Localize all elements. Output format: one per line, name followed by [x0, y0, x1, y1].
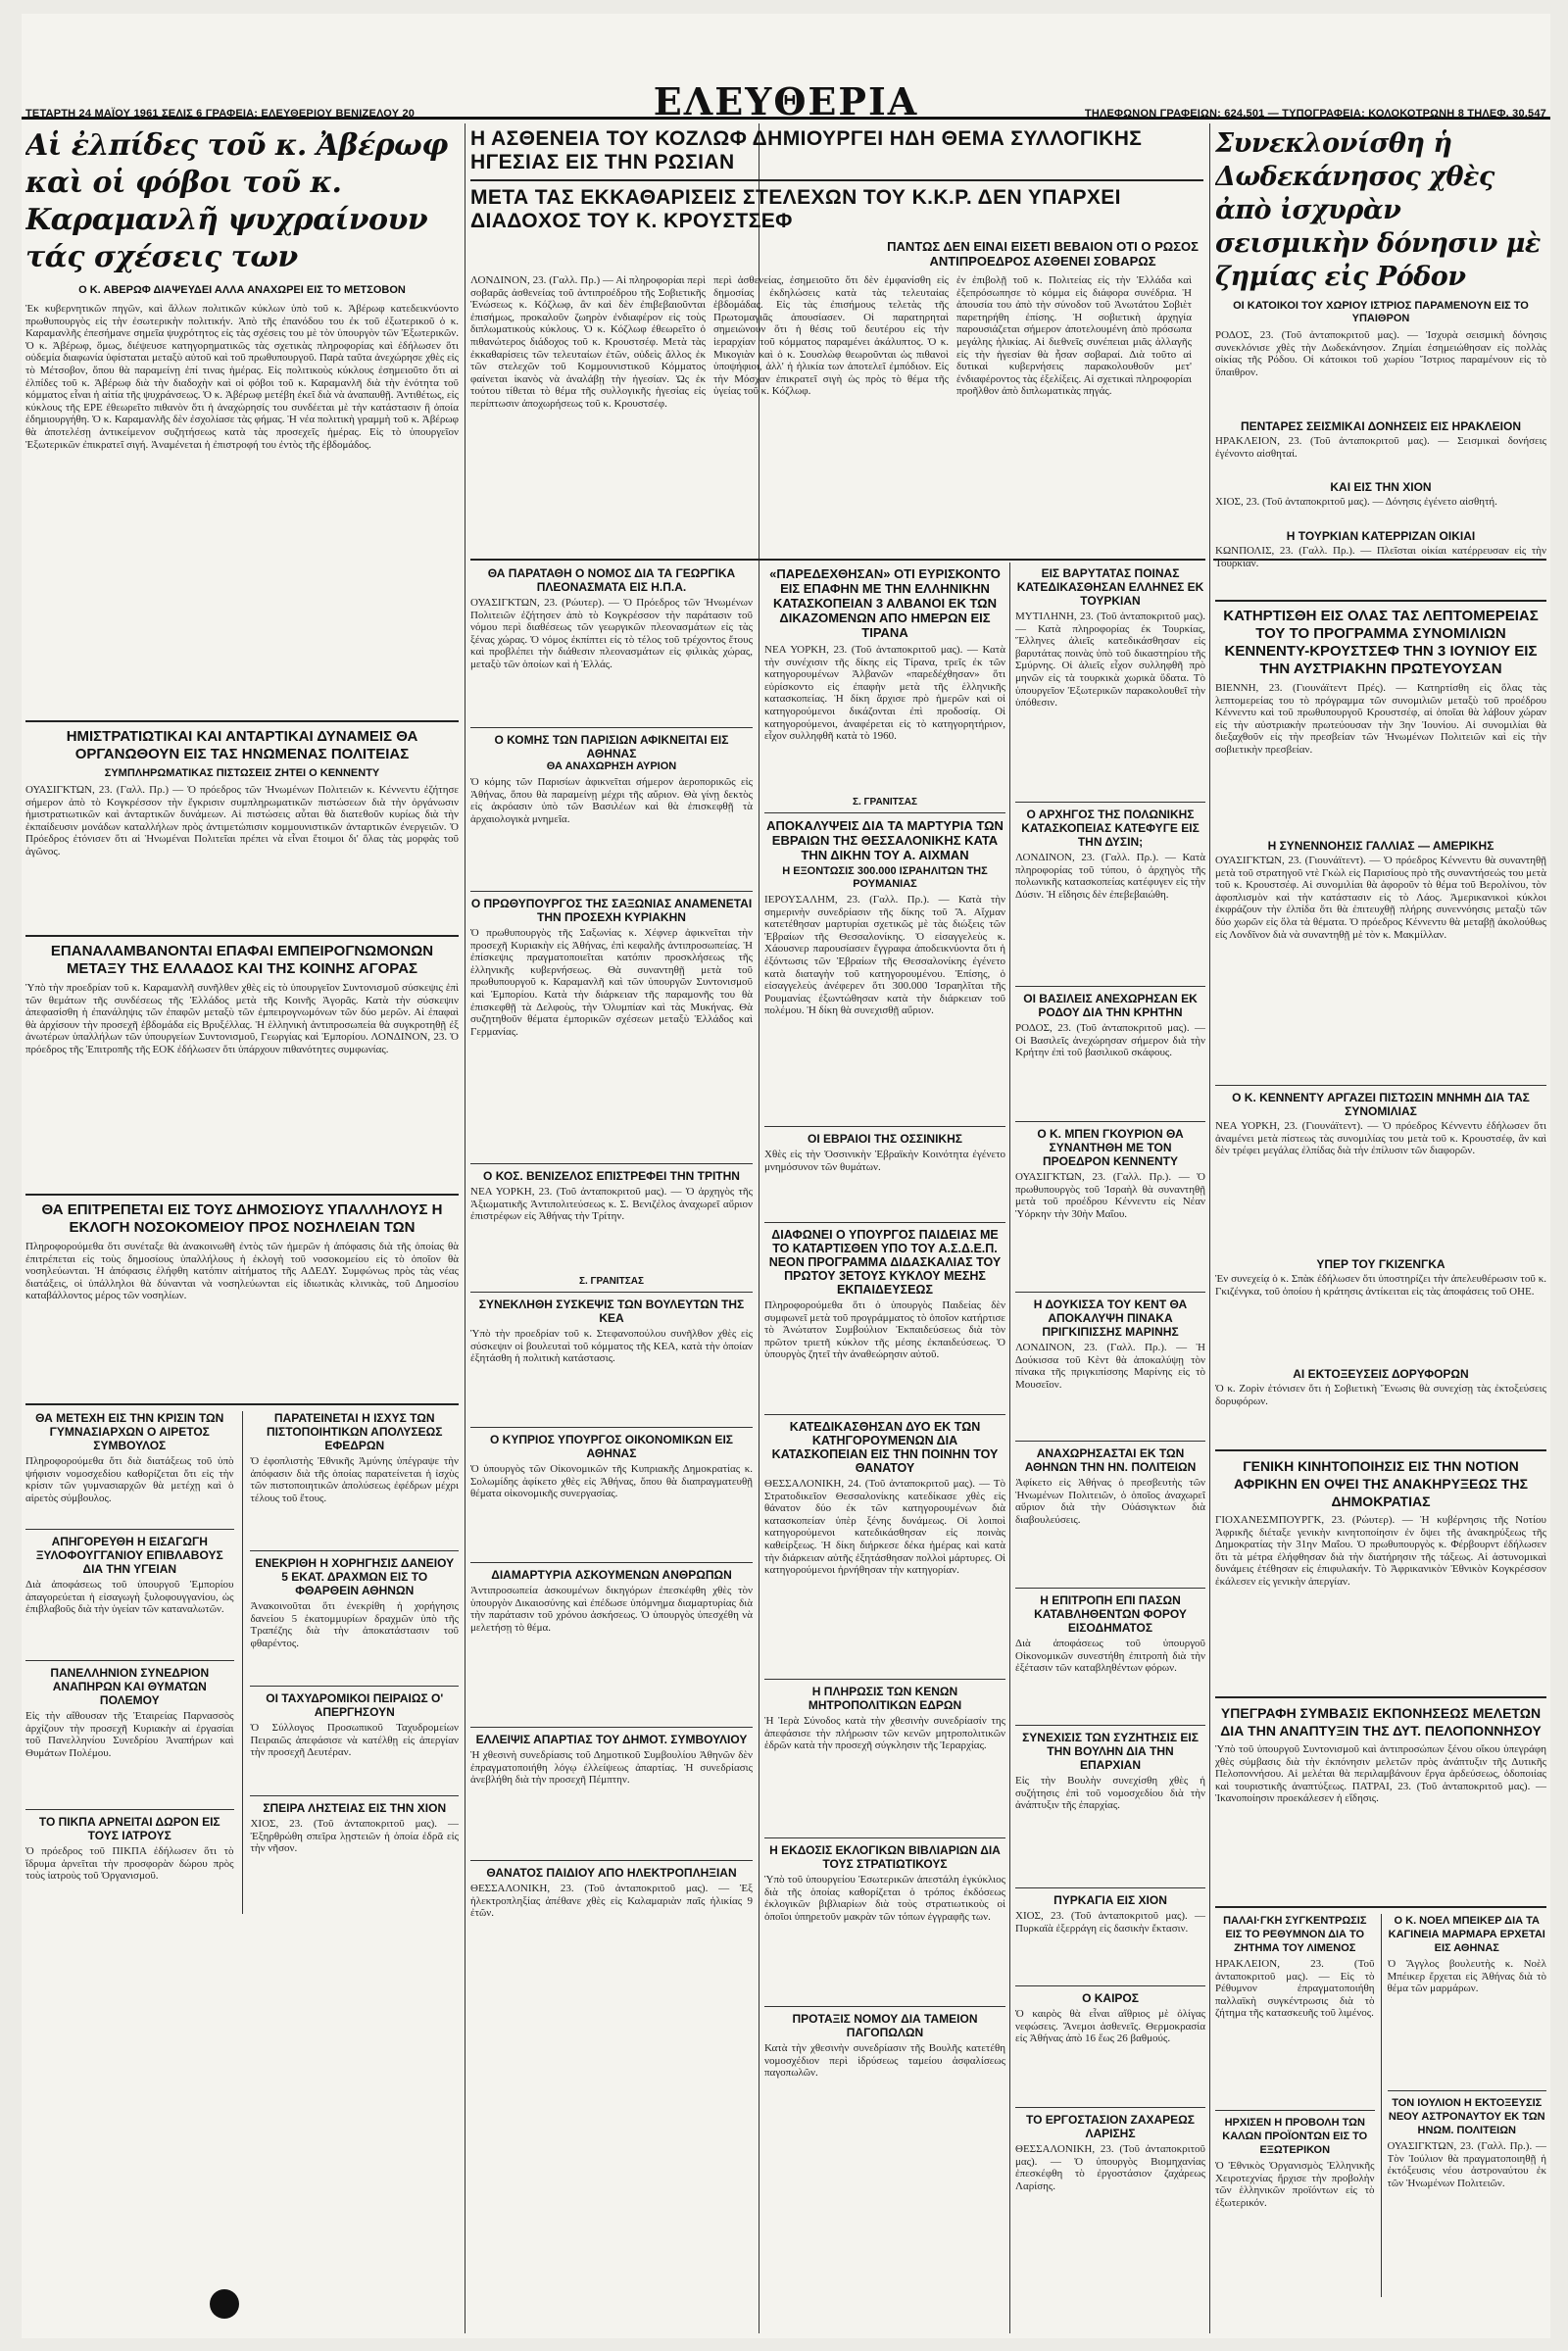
story-headline: Ο Κ. ΚΕΝΝΕΝΤΥ ΑΡΓΑΖΕΙ ΠΙΣΤΩΣΙΝ ΜΝΗΜΗ ΔΙΑ ΤΑΣ ΣΥΝΟΜΙΛΙΑΣ — [1232, 1091, 1530, 1118]
story-headline: ΤΟ ΕΡΓΟΣΤΑΣΙΟΝ ΖΑΧΑΡΕΩΣ ΛΑΡΙΣΗΣ — [1025, 2113, 1195, 2140]
masthead — [22, 14, 1550, 123]
article-body: Πληροφορούμεθα ὅτι συνέταξε θὰ ἀνακοινωθῆ ἐντὸς τῶν ἡμερῶν ἡ ἀπόφασις διὰ τῆς ὁποίας θὰ ἐπιτρέπεται εἰς τοὺς δημοσίους ὑπαλλήλους ἡ ἐκλογὴ τοῦ νοσοκομείου εἰς τὸ ὁποῖον θὰ νοσηλεύωνται. Ἡ ἀπόφασις ἐλήφθη κατόπιν αἰτήματος τῆς ΑΔΕΔΥ. Συμφώνως πρὸς τὰς νέας διατάξεις, οἱ ὑπάλληλοι θὰ δύνανται νὰ νοσηλεύωνται εἰς ἰδιωτικὰς κλινικὰς, τοῦ Δημοσίου καταβάλλοντος μέρος τῶν νοσηλίων. — [25, 1241, 459, 1302]
lead-right-headline: Συνεκλονίσθη ἡ Δωδεκάνησος χθὲς ἀπὸ ἰσχυρὰν σεισμικὴν δόνησιν μὲ ζημίας εἰς Ρόδον — [1215, 128, 1541, 292]
article-body: Ἐν συνεχείᾳ ὁ κ. Σπὰκ ἐδήλωσεν ὅτι ὑποστηρίζει τὴν ἀπελευθέρωσιν τοῦ κ. Γκιζένγκα, τοῦ ὁποίου ἡ κράτησις ἀντίκειται εἰς τὰς ἀποφάσεις τοῦ ΟΗΕ. — [1215, 1273, 1546, 1298]
column-rule — [1209, 123, 1210, 2333]
short-headline: Ο Κ. ΝΟΕΛ ΜΠΕΙΚΕΡ ΔΙΑ ΤΑ ΚΑΓΙΝΕΙΑ ΜΑΡΜΑΡΑ ΕΡΧΕΤΑΙ ΕΙΣ ΑΘΗΝΑΣ — [1388, 1915, 1545, 1954]
article-body: ΓΙΟΧΑΝΕΣΜΠΟΥΡΓΚ, 23. (Ρώυτερ). — Ἡ κυβέρνησις τῆς Νοτίου Ἀφρικῆς διέταξε γενικὴν κινητοποίησιν ἐν ὄψει τῆς ἀνακηρύξεως τῆς Δημοκρατίας τὴν 31ην Μαΐου. Ὁ πρωθυπουργὸς κ. Φέρβουρντ ἐδήλωσεν ὅτι τὰ μέτρα ἐλήφθησαν διὰ τὴν διατήρησιν τῆς τάξεως. Αἱ ἀστυνομικαὶ δυνάμεις ἐτέθησαν εἰς ἐπιφυλακήν. Τὸ Ἀφρικανικὸν Ἐθνικὸν Κογκρέσσον ἐκάλεσεν εἰς γενικὴν ἀπεργίαν. — [1215, 1514, 1546, 1588]
story-headline: Ο Κ. ΜΠΕΝ ΓΚΟΥΡΙΟΝ ΘΑ ΣΥΝΑΝΤΗΘΗ ΜΕ ΤΟΝ ΠΡΟΕΔΡΟΝ ΚΕΝΝΕΝΤΥ — [1037, 1127, 1184, 1168]
lead-left-subhead: Ο Κ. ΑΒΕΡΩΦ ΔΙΑΨΕΥΔΕΙ ΑΛΛΑ ΑΝΑΧΩΡΕΙ ΕΙΣ ΤΟ ΜΕΤΣΟΒΟΝ — [78, 284, 406, 296]
article-body: ΟΥΑΣΙΓΚΤΩΝ, 23. (Γαλλ. Πρ.) — Ὁ πρόεδρος τῶν Ἡνωμένων Πολιτειῶν κ. Κέννεντυ ἐζήτησε σήμερον ἀπὸ τὸ Κογκρέσσον τὴν ἔγκρισιν συμπληρωματικῶν πιστώσεων διὰ τὴν ὀργάνωσιν ἡμιστρατιωτικῶν καὶ ἀνταρτικῶν δυνάμεων. Αἱ πιστώσεις αὗται θὰ διατεθοῦν κυρίως διὰ τὴν ἐκπαίδευσιν μονάδων καταλλήλων πρὸς ἀντιμετώπισιν κομμουνιστικῶν ἀνταρτικῶν ἐνεργειῶν. Ὁ Πρόεδρος ἐτόνισεν ὅτι αἱ Ἡνωμέναι Πολιτεῖαι πρέπει νὰ εἶναι ἕτοιμοι δι' ὅλας τὰς μορφὰς τοῦ ἀγῶνος. — [25, 784, 459, 857]
article-body: ΗΡΑΚΛΕΙΟΝ, 23. (Τοῦ ἀνταποκριτοῦ μας). — Εἰς τὸ Ρέθυμνον ἐπραγματοποιήθη παλλαϊκὴ συγκέντρωσις διὰ τὸ ζήτημα τῆς κατασκευῆς τοῦ λιμένος. — [1215, 1958, 1375, 2020]
story-headline: ΟΙ ΒΑΣΙΛΕΙΣ ΑΝΕΧΩΡΗΣΑΝ ΕΚ ΡΟΔΟΥ ΔΙΑ ΤΗΝ ΚΡΗΤΗΝ — [1023, 992, 1198, 1019]
column-right — [1215, 127, 1546, 2332]
article-body: Ἀφίκετο εἰς Ἀθήνας ὁ πρεσβευτὴς τῶν Ἡνωμένων Πολιτειῶν, ὁ ὁποῖος ἀναχωρεῖ αὔριον διὰ τὴν Οὐάσιγκτων διὰ διαβουλεύσεις. — [1015, 1477, 1205, 1526]
story-headline: Η ΕΚΔΟΣΙΣ ΕΚΛΟΓΙΚΩΝ ΒΙΒΛΙΑΡΙΩΝ ΔΙΑ ΤΟΥΣ ΣΤΡΑΤΙΩΤΙΚΟΥΣ — [769, 1843, 1001, 1871]
story-headline: Ο ΚΟΜΗΣ ΤΩΝ ΠΑΡΙΣΙΩΝ ΑΦΙΚΝΕΙΤΑΙ ΕΙΣ ΑΘΗΝΑΣ — [494, 733, 729, 760]
short-headline: ΑΠΗΓΟΡΕΥΘΗ Η ΕΙΣΑΓΩΓΗ ΞΥΛΟΦΟΥΓΓΑΝΙΟΥ ΕΠΙΒΛΑΒΟΥΣ ΔΙΑ ΤΗΝ ΥΓΕΙΑΝ — [35, 1535, 223, 1576]
story-headline: Η ΔΟΥΚΙΣΣΑ ΤΟΥ ΚΕΝΤ ΘΑ ΑΠΟΚΑΛΥΨΗ ΠΙΝΑΚΑ ΠΡΙΓΚΙΠΙΣΣΗΣ ΜΑΡΙΝΗΣ — [1033, 1298, 1188, 1339]
section-divider — [1215, 1696, 1546, 1698]
column-center-left — [470, 566, 753, 2330]
story-headline: ΥΠΕΡ ΤΟΥ ΓΚΙΖΕΝΓΚΑ — [1316, 1257, 1446, 1271]
article-body: Ὁ πρωθυπουργὸς τῆς Σαξωνίας κ. Χέφνερ ἀφικνεῖται τὴν προσεχῆ Κυριακὴν εἰς Ἀθήνας, ἐπὶ κεφαλῆς ἀντιπροσωπείας. Ἡ ἐπίσκεψις πραγματοποιεῖται κατόπιν προσκλήσεως τῆς ἑλληνικῆς κυβερνήσεως. Θὰ συναντηθῇ μετὰ τοῦ πρωθυπουργοῦ κ. Καραμανλῆ καὶ τῶν ὑπουργῶν Συντονισμοῦ καὶ Ἐμπορίου. Κατὰ τὴν διάρκειαν τῆς παραμονῆς του θὰ ἐπισκεφθῇ τὰ Δελφοὺς, τὴν Ὀλυμπίαν καὶ τὰς Μυκήνας. Θὰ συζητηθοῦν θέματα ἐμπορικῶν σχέσεων μεταξὺ Ἑλλάδος καὶ Γερμανίας. — [470, 927, 753, 1038]
ink-blot — [210, 2289, 239, 2319]
article-body: ΘΕΣΣΑΛΟΝΙΚΗ, 23. (Τοῦ ἀνταποκριτοῦ μας). — Ἐξ ἠλεκτροπληξίας ἀπέθανε χθὲς εἰς Καλαμαριὰν παῖς ἡλικίας 9 ἐτῶν. — [470, 1883, 753, 1920]
story-headline: ΘΑ ΕΠΙΤΡΕΠΕΤΑΙ ΕΙΣ ΤΟΥΣ ΔΗΜΟΣΙΟΥΣ ΥΠΑΛΛΗΛΟΥΣ Η ΕΚΛΟΓΗ ΝΟΣΟΚΟΜΕΙΟΥ ΠΡΟΣ ΝΟΣΗΛΕΙΑΝ ΤΩΝ — [41, 1201, 443, 1236]
story-headline: ΟΙ ΕΒΡΑΙΟΙ ΤΗΣ ΟΣΣΙΝΙΚΗΣ — [808, 1132, 962, 1146]
section-divider — [25, 935, 459, 937]
column-rule — [1381, 1914, 1382, 2297]
story-headline: ΠΕΝΤΑΡΕΣ ΣΕΙΣΜΙΚΑΙ ΔΟΝΗΣΕΙΣ ΕΙΣ ΗΡΑΚΛΕΙΟΝ — [1241, 419, 1521, 433]
article-body: Ὑπὸ τὴν προεδρίαν τοῦ κ. Στεφανοπούλου συνῆλθον χθὲς εἰς σύσκεψιν οἱ βουλευταὶ τοῦ κόμματος τῆς ΚΕΑ, κατὰ τὴν ὁποίαν ἐξητάσθη ἡ πολιτικὴ κατάστασις. — [470, 1328, 753, 1365]
newspaper-title: ΕΛΕΥΘΕΡΙΑ — [653, 79, 919, 123]
article-body: Ὁ ὑπουργὸς τῶν Οἰκονομικῶν τῆς Κυπριακῆς Δημοκρατίας κ. Σολωμίδης ἀφίκετο χθὲς εἰς Ἀθήνας, ὅπου θὰ διαπραγματευθῇ θέματα οἰκονομικῆς συνεργασίας. — [470, 1463, 753, 1500]
article-body: ΙΕΡΟΥΣΑΛΗΜ, 23. (Γαλλ. Πρ.). — Κατὰ τὴν σημερινὴν συνεδρίασιν τῆς δίκης τοῦ Ἄ. Αἴχμαν κατετέθησαν μαρτυρίαι σχετικῶς μὲ τὰς διώξεις τῶν Ἑβραίων τῆς Θεσσαλονίκης. Ὁ εἰσαγγελεὺς κ. Χάουσνερ παρουσίασεν ἔγγραφα ἀποδεικνύοντα ὅτι ἡ ἐξόντωσις τῶν Ἑβραίων τῆς Θεσσαλονίκης ἐγένετο κατὰ διαταγὴν τοῦ κατηγορουμένου. Ἐπίσης, ὁ εἰσαγγελεὺς ἀνέφερεν ὅτι 300.000 Ἰσραηλῖται τῆς Ρουμανίας ἐξωντώθησαν κατὰ τὴν διάρκειαν τοῦ πολέμου. Ἡ δίκη θὰ συνεχισθῇ αὔριον. — [764, 894, 1005, 1017]
article-body: Ὁ Ἄγγλος βουλευτὴς κ. Νοὲλ Μπέικερ ἔρχεται εἰς Ἀθήνας διὰ τὸ θέμα τῶν μαρμάρων. — [1387, 1958, 1546, 1995]
article-body: ΛΟΝΔΙΝΟΝ, 23. (Γαλλ. Πρ.). — Ἡ Δούκισσα τοῦ Κὲντ θὰ ἀποκαλύψῃ τὸν πίνακα τῆς πριγκιπίσσης Μαρίνης εἰς τὸ Μουσεῖον. — [1015, 1342, 1205, 1391]
short-headline: ΗΡΧΙΣΕΝ Η ΠΡΟΒΟΛΗ ΤΩΝ ΚΑΛΩΝ ΠΡΟΪΟΝΤΩΝ ΕΙΣ ΤΟ ΕΞΩΤΕΡΙΚΟΝ — [1222, 2117, 1368, 2156]
short-headline: ΟΙ ΤΑΧΥΔΡΟΜΙΚΟΙ ΠΕΙΡΑΙΩΣ Ο' ΑΠΕΡΓΗΣΟΥΝ — [266, 1691, 444, 1719]
story-headline: ΑΠΟΚΑΛΥΨΕΙΣ ΔΙΑ ΤΑ ΜΑΡΤΥΡΙΑ ΤΩΝ ΕΒΡΑΙΩΝ ΤΗΣ ΘΕΣΣΑΛΟΝΙΚΗΣ ΚΑΤΑ ΤΗΝ ΔΙΚΗΝ ΤΟΥ Α. ΑΙΧΜΑΝ — [766, 818, 1004, 862]
story-headline: Ο ΑΡΧΗΓΟΣ ΤΗΣ ΠΟΛΩΝΙΚΗΣ ΚΑΤΑΣΚΟΠΕΙΑΣ ΚΑΤΕΦΥΓΕ ΕΙΣ ΤΗΝ ΔΥΣΙΝ; — [1021, 808, 1200, 849]
section-divider — [1215, 600, 1546, 602]
article-body: περὶ ἀσθενείας, ἐσημειοῦτο ὅτι δὲν ἐμφανίσθη εἰς δημοσίας ἐκδηλώσεις κατὰ τὰς τελευταίας ἑβδομάδας. Εἰς τὰς ἐπισήμους τελετὰς τῆς Πρωτομαγιᾶς ἀπουσίασεν. Οἱ παρατηρηταὶ σημειώνουν ὅτι ἡ θέσις τοῦ δευτέρου εἰς τὴν ἱεραρχίαν τοῦ κόμματος παραμένει ἀκάλυπτος. Ὁ κ. Μικογιὰν καὶ ὁ κ. Σουσλὼφ θεωροῦνται ὡς πιθανοὶ ὑποψήφιοι, ἀλλ' ἡ ἡλικία των ἀποτελεῖ ἐμπόδιον. Εἰς τὴν Μόσχαν ἐπικρατεῖ σιγὴ ὡς πρὸς τὸ θέμα τῆς ὑγείας τοῦ κ. Κόζλωφ. — [713, 274, 949, 398]
article-body: ΝΕΑ ΥΟΡΚΗ, 23. (Γιουνάϊτεντ). — Ὁ πρόεδρος Κέννεντυ ἐδήλωσεν ὅτι ἀναμένει μετὰ πίστεως τὰς συνομιλίας του μετὰ τοῦ κ. Κρουστσέφ, ἂν καὶ δὲν τρέφει μεγάλας ἐλπίδας διὰ τὴν ἐπίλυσιν τῶν διαφορῶν. — [1215, 1120, 1546, 1157]
masthead-phones-line: ΤΗΛΕΦΩΝΟΝ ΓΡΑΦΕΙΩΝ: 624.501 — ΤΥΠΟΓΡΑΦΕΙΑ: ΚΟΛΟΚΟΤΡΩΝΗ 8 ΤΗΛΕΦ. 30.547 — [1084, 108, 1546, 120]
lead-story — [470, 127, 1203, 559]
article-body: Ὁ ἐφοπλιστὴς Ἐθνικῆς Ἀμύνης ὑπέγραψε τὴν ἀπόφασιν διὰ τῆς ὁποίας παρατείνεται ἡ ἰσχὺς τῶν πιστοποιητικῶν ἀπολύσεως ἐφέδρων μέχρι τέλους τοῦ ἔτους. — [250, 1455, 459, 1504]
story-headline: Ο ΚΑΙΡΟΣ — [1082, 1991, 1139, 2005]
article-body: ΡΟΔΟΣ, 23. (Τοῦ ἀνταποκριτοῦ μας). — Ἰσχυρὰ σεισμικὴ δόνησις συνεκλόνισε χθὲς τὴν Δωδεκάνησον. Ζημίαι ἐσημειώθησαν εἰς πολλὰς οἰκίας τῆς Ρόδου. Οἱ κάτοικοι τοῦ χωρίου Ἴστριος παραμένουν εἰς τὸ ὕπαιθρον. — [1215, 329, 1546, 378]
short-headline: ΘΑ ΜΕΤΕΧΗ ΕΙΣ ΤΗΝ ΚΡΙΣΙΝ ΤΩΝ ΓΥΜΝΑΣΙΑΡΧΩΝ Ο ΑΙΡΕΤΟΣ ΣΥΜΒΟΥΛΟΣ — [35, 1411, 224, 1452]
lead-subhead: ΠΑΝΤΩΣ ΔΕΝ ΕΙΝΑΙ ΕΙΣΕΤΙ ΒΕΒΑΙΟΝ ΟΤΙ Ο ΡΩΣΟΣ ΑΝΤΙΠΡΟΕΔΡΟΣ ΑΣΘΕΝΕΙ ΣΟΒΑΡΩΣ — [887, 239, 1199, 269]
story-headline: Ο ΚΟΣ. ΒΕΝΙΖΕΛΟΣ ΕΠΙΣΤΡΕΦΕΙ ΤΗΝ ΤΡΙΤΗΝ — [483, 1169, 740, 1183]
short-items-grid — [25, 1411, 459, 1914]
story-headline: ΚΑΙ ΕΙΣ ΤΗΝ ΧΙΟΝ — [1330, 480, 1432, 494]
article-body: Ἐκ κυβερνητικῶν πηγῶν, καὶ ἄλλων πολιτικῶν κύκλων ὑπὸ τοῦ κ. Ἀβέρωφ κατεδεικνύοντο πρωθυπουργὸς εἰς τὴν ἐσωτερικὴν πολιτικήν. Ἀπὸ τῆς ἐπανόδου του ἐκ τοῦ ἐξωτερικοῦ ὁ κ. Καραμανλῆς ἐπεσήμανε σημεῖα ψυχρότητος εἰς τὰς σχέσεις του μὲ τὸν ὑπουργὸν τῶν Ἐξωτερικῶν. Ὁ κ. Ἀβέρωφ, ὅμως, διέψευσε κατηγορηματικῶς τὰς σχετικὰς πληροφορίας καὶ ἐδήλωσεν ὅτι οὐδεμία διαφωνία ὑφίσταται μεταξὺ αὐτοῦ καὶ τοῦ πρωθυπουργοῦ. Παρὰ ταῦτα ἀνεχώρησε χθὲς εἰς τὸ Μέτσοβον, ὅπου θὰ παραμείνῃ ἐπί τινας ἡμέρας. Εἰς πολιτικοὺς κύκλους ἐσημειοῦτο ὅτι αἱ ἐλπίδες τοῦ κ. Ἀβέρωφ διὰ τὴν διαδοχὴν καὶ οἱ φόβοι τοῦ κ. Καραμανλῆ διὰ τὴν ἑνότητα τοῦ κόμματος εἶναι ἡ αἰτία τῆς ψυχράνσεως. Ὁ κ. Ἀβέρωφ μετέβη ἐκεῖ διὰ νὰ ἀναπαυθῇ. Ἀντιθέτως, εἰς κύκλους τῆς ΕΡΕ ἐθεωρεῖτο πιθανὸν ὅτι ἡ ἀναχώρησίς του συνδέεται μὲ τὴν κατάστασιν ἣ ὁποία ἐδημιουργήθη. Ὁ κ. Καραμανλῆς δὲν ἐσχολίασε τὰς φήμας. Ἡ νέα πολιτικὴ γραμμὴ τοῦ κ. Ἀβέρωφ θὰ ἀποτελέσῃ ἀντικείμενον συζητήσεως κατὰ τὰς προσεχεῖς ἡμέρας. Εἰς τὸ ὑπουργεῖον Ἐξωτερικῶν ἐπικρατεῖ σιγή. Ἀναμένεται ἡ ἐπιστροφή του ἐντὸς τῆς ἑβδομάδος. — [25, 303, 459, 451]
lead-headline-secondary: ΜΕΤΑ ΤΑΣ ΕΚΚΑΘΑΡΙΣΕΙΣ ΣΤΕΛΕΧΩΝ ΤΟΥ Κ.Κ.Ρ. ΔΕΝ ΥΠΑΡΧΕΙ ΔΙΑΔΟΧΟΣ ΤΟΥ Κ. ΚΡΟΥΣΤΣΕΦ — [470, 186, 1121, 232]
section-divider — [25, 1194, 459, 1196]
article-body: ἐν ἐπιβολῇ τοῦ κ. Πολιτείας εἰς τὴν Ἐλλάδα καὶ ἐξεπρόσωπησε τὸ κόμμα εἰς διάφορα συνέδρια. Ἡ ἀπουσία του ἀπὸ τὴν σύνοδον τοῦ Ἀνωτάτου Σοβιὲτ παρετηρήθη ἐπίσης. Ἡ σοβιετικὴ ἀρχηγία παρουσιάζεται σήμερον ἀποτελουμένη ἀπὸ πρόσωπα μεγάλης ἡλικίας. Αἱ διεθνεῖς συνέπειαι μιᾶς ἀλλαγῆς εἰς τὴν ἡγεσίαν θὰ ἦσαν σοβαραί. Διὰ τοῦτο αἱ δυτικαὶ κυβερνήσεις παρακολουθοῦν μετ' ἐνδιαφέροντος τὰς ἐξελίξεις. Αἱ σχετικαὶ πληροφορίαι προῆλθον ἀπὸ διπλωματικὰς πηγάς. — [956, 274, 1192, 398]
story-headline: ΓΕΝΙΚΗ ΚΙΝΗΤΟΠΟΙΗΣΙΣ ΕΙΣ ΤΗΝ ΝΟΤΙΟΝ ΑΦΡΙΚΗΝ ΕΝ ΟΨΕΙ ΤΗΣ ΑΝΑΚΗΡΥΞΕΩΣ ΤΗΣ ΔΗΜΟΚΡΑΤΙΑΣ — [1234, 1458, 1528, 1509]
short-items-right — [1388, 1914, 1547, 2297]
short-headline: ΠΑΡΑΤΕΙΝΕΤΑΙ Η ΙΣΧΥΣ ΤΩΝ ΠΙΣΤΟΠΟΙΗΤΙΚΩΝ ΑΠΟΛΥΣΕΩΣ ΕΦΕΔΡΩΝ — [267, 1411, 443, 1452]
article-body: ΧΙΟΣ, 23. (Τοῦ ἀνταποκριτοῦ μας). — Πυρκαϊὰ ἐξερράγη εἰς δασικὴν ἔκτασιν. — [1015, 1910, 1205, 1935]
story-headline: ΗΜΙΣΤΡΑΤΙΩΤΙΚΑΙ ΚΑΙ ΑΝΤΑΡΤΙΚΑΙ ΔΥΝΑΜΕΙΣ ΘΑ ΟΡΓΑΝΩΘΟΥΝ ΕΙΣ ΤΑΣ ΗΝΩΜΕΝΑΣ ΠΟΛΙΤΕΙΑΣ — [66, 728, 418, 762]
article-body: Ὁ κ. Ζορὶν ἐτόνισεν ὅτι ἡ Σοβιετικὴ Ἕνωσις θὰ συνεχίσῃ τὰς ἐκτοξεύσεις δορυφόρων. — [1215, 1383, 1546, 1407]
signature: Σ. ΓΡΑΝΙΤΣΑΣ — [852, 797, 918, 808]
story-headline: ΠΥΡΚΑΓΙΑ ΕΙΣ ΧΙΟΝ — [1054, 1893, 1167, 1907]
story-headline: Η ΤΟΥΡΚΙΑΝ ΚΑΤΕΡΡΙΖΑΝ ΟΙΚΙΑΙ — [1286, 529, 1476, 543]
article-body: Εἰς τὴν Βουλὴν συνεχίσθη χθὲς ἡ συζήτησις ἐπὶ τοῦ νομοσχεδίου διὰ τὴν ἀνάπτυξιν τῆς ἐπαρχίας. — [1015, 1775, 1205, 1812]
story-subhead: ΣΥΜΠΛΗΡΩΜΑΤΙΚΑΣ ΠΙΣΤΩΣΕΙΣ ΖΗΤΕΙ Ο ΚΕΝΝΕΝΤΥ — [104, 767, 380, 779]
article-body: ΜΥΤΙΛΗΝΗ, 23. (Τοῦ ἀνταποκριτοῦ μας). — Κατὰ πληροφορίας ἐκ Τουρκίας, Ἕλληνες ἀλιεῖς κατεδικάσθησαν εἰς βαρυτάτας ποινὰς ὑπὸ τοῦ δικαστηρίου τῆς Σμύρνης. Οἱ ἀλιεῖς εἶχον συλληφθῆ πρὸ μηνῶν εἰς τὰ τουρκικὰ χωρικὰ ὕδατα. Τὸ ὑπουργεῖον Ἐξωτερικῶν παρακολουθεῖ τὴν ὑπόθεσιν. — [1015, 611, 1205, 710]
short-items-left — [25, 1411, 234, 1914]
article-body: Πληροφορούμεθα ὅτι διὰ διατάξεως τοῦ ὑπὸ ψήφισιν νομοσχεδίου καθορίζεται ὅτι εἰς τὴν κρίσιν τῶν γυμνασιαρχῶν θὰ μετέχῃ καὶ ὁ αἱρετὸς σύμβουλος. — [25, 1455, 234, 1504]
story-headline: ΘΑΝΑΤΟΣ ΠΑΙΔΙΟΥ ΑΠΟ ΗΛΕΚΤΡΟΠΛΗΞΙΑΝ — [486, 1866, 737, 1880]
story-headline: ΔΙΑΦΩΝΕΙ Ο ΥΠΟΥΡΓΟΣ ΠΑΙΔΕΙΑΣ ΜΕ ΤΟ ΚΑΤΑΡΤΙΣΘΕΝ ΥΠΟ ΤΟΥ Α.Σ.Δ.Ε.Π. ΝΕΟΝ ΠΡΟΓΡΑΜΜΑ ΔΙΔΑΣΚΑΛΙΑΣ ΤΟΥ ΠΡΩΤΟΥ 3ΕΤΟΥΣ ΚΥΚΛΟΥ ΜΕΣΗΣ ΕΚΠΑΙΔΕΥΣΕΩΣ — [768, 1228, 1002, 1297]
lead-headline: Η ΑΣΘΕΝΕΙΑ ΤΟΥ ΚΟΖΛΩΦ ΔΗΜΙΟΥΡΓΕΙ ΗΔΗ ΘΕΜΑ ΣΥΛΛΟΓΙΚΗΣ ΗΓΕΣΙΑΣ ΕΙΣ ΤΗΝ ΡΩΣΙΑΝ — [470, 127, 1143, 173]
article-body: ΟΥΑΣΙΓΚΤΩΝ, 23. (Γαλλ. Πρ.). — Ὁ πρωθυπουργὸς τοῦ Ἰσραὴλ θὰ συναντηθῇ μετὰ τοῦ προέδρου Κέννεντυ εἰς Νέαν Ὑόρκην τὴν 30ὴν Μαΐου. — [1015, 1171, 1205, 1220]
story-headline: ΥΠΕΓΡΑΦΗ ΣΥΜΒΑΣΙΣ ΕΚΠΟΝΗΣΕΩΣ ΜΕΛΕΤΩΝ ΔΙΑ ΤΗΝ ΑΝΑΠΤΥΞΙΝ ΤΗΣ ΔΥΤ. ΠΕΛΟΠΟΝΝΗΣΟΥ — [1220, 1705, 1542, 1739]
article-body: Διὰ ἀποφάσεως τοῦ ὑπουργοῦ Οἰκονομικῶν συνεστήθη ἐπιτροπὴ διὰ τὴν ἐξέτασιν τῶν καταβληθέντων φόρων. — [1015, 1638, 1205, 1675]
story-headline: ΘΑ ΠΑΡΑΤΑΘΗ Ο ΝΟΜΟΣ ΔΙΑ ΤΑ ΓΕΩΡΓΙΚΑ ΠΛΕΟΝΑΣΜΑΤΑ ΕΙΣ Η.Π.Α. — [487, 566, 736, 594]
article-body: Ὁ πρόεδρος τοῦ ΠΙΚΠΑ ἐδήλωσεν ὅτι τὸ ἵδρυμα ἀρνεῖται τὴν προσφορὰν δώρου πρὸς τοὺς ἰατροὺς τοῦ Ὀργανισμοῦ. — [25, 1845, 234, 1883]
article-body: Ὁ Σύλλογος Προσωπικοῦ Ταχυδρομείων Πειραιῶς ἀπεφάσισε νὰ κατέλθῃ εἰς ἀπεργίαν τὴν προσεχῆ Δευτέραν. — [250, 1722, 459, 1759]
article-body: Ἀντιπροσωπεία ἀσκουμένων δικηγόρων ἐπεσκέφθη χθὲς τὸν ὑπουργὸν Δικαιοσύνης καὶ ἐπέδωσε ὑπόμνημα διαμαρτυρίας διὰ τὴν παράτασιν τοῦ χρόνου ἀσκήσεως. Ὁ ὑπουργὸς ὑπεσχέθη νὰ μελετήσῃ τὸ θέμα. — [470, 1585, 753, 1634]
article-body: ΡΟΔΟΣ, 23. (Τοῦ ἀνταποκριτοῦ μας). — Οἱ Βασιλεῖς ἀνεχώρησαν σήμερον διὰ τὴν Κρήτην ἐπὶ τοῦ βασιλικοῦ σκάφους. — [1015, 1022, 1205, 1059]
short-headline: ΤΟ ΠΙΚΠΑ ΑΡΝΕΙΤΑΙ ΔΩΡΟΝ ΕΙΣ ΤΟΥΣ ΙΑΤΡΟΥΣ — [38, 1815, 220, 1842]
article-body: ΚΩΝΠΟΛΙΣ, 23. (Γαλλ. Πρ.). — Πλεῖσται οἰκίαι κατέρρευσαν εἰς τὴν Τουρκίαν. — [1215, 545, 1546, 569]
short-headline: ΣΠΕΙΡΑ ΛΗΣΤΕΙΑΣ ΕΙΣ ΤΗΝ ΧΙΟΝ — [263, 1801, 447, 1815]
column-left — [25, 127, 459, 2332]
story-headline: ΠΡΟΤΑΞΙΣ ΝΟΜΟΥ ΔΙΑ ΤΑΜΕΙΟΝ ΠΑΓΟΠΩΛΩΝ — [792, 2012, 978, 2039]
column-rule — [1009, 563, 1010, 2333]
story-headline: ΕΠΑΝΑΛΑΜΒΑΝΟΝΤΑΙ ΕΠΑΦΑΙ ΕΜΠΕΙΡΟΓΝΩΜΟΝΩΝ ΜΕΤΑΞΥ ΤΗΣ ΕΛΛΑΔΟΣ ΚΑΙ ΤΗΣ ΚΟΙΝΗΣ ΑΓΟΡΑΣ — [50, 943, 434, 977]
column-rule — [242, 1411, 243, 1914]
article-body: Εἰς τὴν αἴθουσαν τῆς Ἑταιρείας Παρνασσὸς ἀρχίζουν τὴν προσεχῆ Κυριακὴν αἱ ἐργασίαι τοῦ Πανελληνίου Συνεδρίου Ἀναπήρων καὶ Θυμάτων Πολέμου. — [25, 1710, 234, 1759]
article-body: Ἡ χθεσινὴ συνεδρίασις τοῦ Δημοτικοῦ Συμβουλίου Ἀθηνῶν δὲν ἐπραγματοποιήθη λόγῳ ἐλλείψεως ἀπαρτίας. Ἡ συνεδρίασις ἀνεβλήθη διὰ τὴν προσεχῆ Πέμπτην. — [470, 1749, 753, 1787]
signature: Σ. ΓΡΑΝΙΤΣΑΣ — [578, 1276, 645, 1287]
article-body: Ἀνακοινοῦται ὅτι ἐνεκρίθη ἡ χορήγησις δανείου 5 ἑκατομμυρίων δραχμῶν ὑπὸ τῆς Τραπέζης διὰ τὴν ἀποκατάστασιν τοῦ φθαρέντος. — [250, 1600, 459, 1649]
lead-body-columns — [470, 274, 1203, 559]
short-headline: ΠΑΛΑΙ·ΓΚΗ ΣΥΓΚΕΝΤΡΩΣΙΣ ΕΙΣ ΤΟ ΡΕΘΥΜΝΟΝ ΔΙΑ ΤΟ ΖΗΤΗΜΑ ΤΟΥ ΛΙΜΕΝΟΣ — [1223, 1915, 1367, 1954]
story-headline: ΚΑΤΗΡΤΙΣΘΗ ΕΙΣ ΟΛΑΣ ΤΑΣ ΛΕΠΤΟΜΕΡΕΙΑΣ ΤΟΥ ΤΟ ΠΡΟΓΡΑΜΜΑ ΣΥΝΟΜΙΛΙΩΝ ΚΕΝΝΕΝΤΥ-ΚΡΟΥΣΤΣΕΦ ΤΗΝ 3 ΙΟΥΝΙΟΥ ΕΙΣ ΤΗΝ ΑΥΣΤΡΙΑΚΗΝ ΠΡΩΤΕΥΟΥΣΑΝ — [1223, 608, 1539, 677]
short-items-left — [1215, 1914, 1375, 2297]
section-divider — [470, 559, 1205, 561]
section-divider — [25, 720, 459, 722]
article-body: ΧΙΟΣ, 23. (Τοῦ ἀνταποκριτοῦ μας). — Ἐξηρθρώθη σπεῖρα λῃστειῶν ἡ ὁποία ἐδρᾶ εἰς τὴν νῆσον. — [250, 1818, 459, 1855]
story-headline: «ΠΑΡΕΔΕΧΘΗΣΑΝ» ΟΤΙ ΕΥΡΙΣΚΟΝΤΟ ΕΙΣ ΕΠΑΦΗΝ ΜΕ ΤΗΝ ΕΛΛΗΝΙΚΗΝ ΚΑΤΑΣΚΟΠΕΙΑΝ 3 ΑΛΒΑΝΟΙ ΕΚ ΤΩΝ ΔΙΚΑΖΟΜΕΝΩΝ ΑΠΟ ΗΜΕΡΩΝ ΕΙΣ ΤΙΡΑΝΑ — [769, 566, 1001, 640]
article-body: Ὑπὸ τοῦ ὑπουργείου Ἐσωτερικῶν ἀπεστάλη ἐγκύκλιος διὰ τῆς ὁποίας καθορίζεται ὁ τρόπος ἐκδόσεως ἐκλογικῶν βιβλιαρίων διὰ τοὺς στρατιωτικοὺς οἱ ὁποῖοι ὑπηρετοῦν μακρὰν τῶν τόπων ἐγγραφῆς των. — [764, 1874, 1005, 1923]
article-body: ΝΕΑ ΥΟΡΚΗ, 23. (Τοῦ ἀνταποκριτοῦ μας). — Κατὰ τὴν συνέχισιν τῆς δίκης εἰς Τίρανα, τρεῖς ἐκ τῶν κατηγορουμένων Ἀλβανῶν «παρεδέχθησαν» ὅτι εὑρίσκοντο εἰς ἐπαφὴν μετὰ τῆς ἑλληνικῆς κατασκοπείας. Ἡ δίκη ἄρχισε πρὸ ἡμερῶν καὶ οἱ κατηγορούμενοι δικάζονται ἐπὶ προδοσίᾳ. Οἱ κατηγορούμενοι, ἀναφέρεται εἰς τὸ κατηγορητήριον, εἶχον συλληφθῆ κατὰ τὸ 1960. — [764, 644, 1005, 743]
article-body: ΘΕΣΣΑΛΟΝΙΚΗ, 24. (Τοῦ ἀνταποκριτοῦ μας). — Τὸ Στρατοδικεῖον Θεσσαλονίκης κατεδίκασε χθὲς εἰς θάνατον δύο ἐκ τῶν κατηγορουμένων διὰ κατασκοπείαν ὑπὲρ ξένης δυνάμεως. Οἱ λοιποὶ κατηγορούμενοι κατεδικάσθησαν εἰς ποινὰς καθείρξεως. Ἡ δίκη διήρκεσε δέκα ἡμέρας καὶ κατὰ τὴν διάρκειαν αὐτῆς ἐξητάσθησαν πολλοὶ μάρτυρες. Οἱ κατηγορούμενοι ἠρνήθησαν τὴν κατηγορίαν. — [764, 1478, 1005, 1577]
newspaper-page — [22, 14, 1550, 2338]
story-headline: ΑΝΑΧΩΡΗΣΑΣΤΑΙ ΕΚ ΤΩΝ ΑΘΗΝΩΝ ΤΗΝ ΗΝ. ΠΟΛΙΤΕΙΩΝ — [1024, 1446, 1197, 1474]
article-body: ΛΟΝΔΙΝΟΝ, 23. (Γαλλ. Πρ.) — Αἱ πληροφορίαι περὶ σοβαρᾶς ἀσθενείας τοῦ ἀντιπροέδρου τῆς Σοβιετικῆς Ἑνώσεως κ. Κόζλωφ, ἂν καὶ δὲν ἐπιβεβαιοῦνται ἐπισήμως, προκαλοῦν ζωηρὸν ἐνδιαφέρον εἰς τοὺς διπλωματικοὺς κύκλους. Ὁ κ. Κόζλωφ ἐθεωρεῖτο ὁ πιθανώτερος διάδοχος τοῦ κ. Κρουστσέφ. Μετὰ τὰς ἐκκαθαρίσεις τῶν τελευταίων ἐτῶν, οὐδεὶς ἄλλος ἐκ τῶν στελεχῶν τοῦ Κομμουνιστικοῦ Κόμματος φαίνεται ἱκανὸς νὰ ἀναλάβῃ τὴν ἡγεσίαν. Ὡς ἐκ τούτου τίθεται τὸ θέμα τῆς συλλογικῆς ἡγεσίας εἰς περίπτωσιν ἀποχωρήσεως τοῦ κ. Κρουστσέφ. — [470, 274, 706, 410]
story-headline: ΣΥΝΕΚΛΗΘΗ ΣΥΣΚΕΨΙΣ ΤΩΝ ΒΟΥΛΕΥΤΩΝ ΤΗΣ ΚΕΑ — [478, 1298, 745, 1325]
article-body: ΛΟΝΔΙΝΟΝ, 23. (Γαλλ. Πρ.). — Κατὰ πληροφορίας τοῦ τύπου, ὁ ἀρχηγὸς τῆς πολωνικῆς κατασκοπείας κατέφυγεν εἰς τὴν Δύσιν. Ἡ εἴδησις δὲν ἐπεβεβαιώθη. — [1015, 852, 1205, 901]
article-body: Ὁ κόμης τῶν Παρισίων ἀφικνεῖται σήμερον ἀεροπορικῶς εἰς Ἀθήνας, ὅπου θὰ παραμείνῃ μέχρι τῆς αὔριον. Θὰ γίνῃ δεκτὸς εἰς ἀκρόασιν ὑπὸ τῶν Βασιλέων καὶ θὰ ἐπισκεφθῇ τὰ ἀρχαιολογικὰ μνημεῖα. — [470, 776, 753, 825]
section-divider — [470, 179, 1203, 181]
story-headline: Η ΠΛΗΡΩΣΙΣ ΤΩΝ ΚΕΝΩΝ ΜΗΤΡΟΠΟΛΙΤΙΚΩΝ ΕΔΡΩΝ — [808, 1685, 962, 1712]
article-body: ΟΥΑΣΙΓΚΤΩΝ, 23. (Γαλλ. Πρ.). — Τὸν Ἰούλιον θὰ πραγματοποιηθῇ ἡ ἐκτόξευσις νέου ἀστροναύτου ἐκ τῶν Ἡνωμένων Πολιτειῶν. — [1387, 2140, 1546, 2189]
short-headline: ΤΟΝ ΙΟΥΛΙΟΝ Η ΕΚΤΟΞΕΥΣΙΣ ΝΕΟΥ ΑΣΤΡΟΝΑΥΤΟΥ ΕΚ ΤΩΝ ΗΝΩΜ. ΠΟΛΙΤΕΙΩΝ — [1388, 2097, 1545, 2136]
article-body: ΗΡΑΚΛΕΙΟΝ, 23. (Τοῦ ἀνταποκριτοῦ μας). — Σεισμικαὶ δονήσεις ἐγένοντο αἰσθηταί. — [1215, 435, 1546, 460]
story-headline: Ο ΠΡΩΘΥΠΟΥΡΓΟΣ ΤΗΣ ΣΑΞΩΝΙΑΣ ΑΝΑΜΕΝΕΤΑΙ ΤΗΝ ΠΡΟΣΕΧΗ ΚΥΡΙΑΚΗΝ — [470, 897, 753, 924]
story-headline: ΣΥΝΕΧΙΣΙΣ ΤΩΝ ΣΥΖΗΤΗΣΙΣ ΕΙΣ ΤΗΝ ΒΟΥΛΗΝ ΔΙΑ ΤΗΝ ΕΠΑΡΧΙΑΝ — [1022, 1731, 1199, 1772]
article-body: Διὰ ἀποφάσεως τοῦ ὑπουργοῦ Ἐμπορίου ἀπαγορεύεται ἡ εἰσαγωγὴ ξυλοφουγγανίου, ὡς ἐπιβλαβοῦς διὰ τὴν ὑγείαν τῶν καταναλωτῶν. — [25, 1579, 234, 1616]
article-body: Ὁ Ἐθνικὸς Ὀργανισμὸς Ἑλληνικῆς Χειροτεχνίας ἤρχισε τὴν προβολὴν τῶν ἑλληνικῶν προϊόντων εἰς τὸ ἐξωτερικόν. — [1215, 2160, 1375, 2209]
article-body: ΧΙΟΣ, 23. (Τοῦ ἀνταποκριτοῦ μας). — Δόνησις ἐγένετο αἰσθητή. — [1215, 496, 1497, 508]
short-items-right — [250, 1411, 459, 1914]
article-body: Χθὲς εἰς τὴν Ὀσσινικὴν Ἑβραϊκὴν Κοινότητα ἐγένετο μνημόσυνον τῶν θυμάτων. — [764, 1149, 1005, 1173]
masthead-date-line: ΤΕΤΑΡΤΗ 24 ΜΑΪΟΥ 1961 ΣΕΛΙΣ 6 ΓΡΑΦΕΙΑ: ΕΛΕΥΘΕΡΙΟΥ ΒΕΝΙΖΕΛΟΥ 20 — [25, 108, 416, 120]
story-headline: ΔΙΑΜΑΡΤΥΡΙΑ ΑΣΚΟΥΜΕΝΩΝ ΑΝΘΡΩΠΩΝ — [491, 1568, 732, 1582]
short-headline: ΠΑΝΕΛΛΗΝΙΟΝ ΣΥΝΕΔΡΙΟΝ ΑΝΑΠΗΡΩΝ ΚΑΙ ΘΥΜΑΤΩΝ ΠΟΛΕΜΟΥ — [50, 1666, 210, 1707]
column-center — [764, 566, 1005, 2330]
story-headline: Η ΕΠΙΤΡΟΠΗ ΕΠΙ ΠΑΣΩΝ ΚΑΤΑΒΛΗΘΕΝΤΩΝ ΦΟΡΟΥ ΕΙΣΟΔΗΜΑΤΟΣ — [1034, 1593, 1187, 1635]
article-body: ΟΥΑΣΙΓΚΤΩΝ, 23. (Γιουνάϊτεντ). — Ὁ πρόεδρος Κέννεντυ θὰ συναντηθῇ μετὰ τοῦ στρατηγοῦ ντὲ Γκὼλ εἰς Παρισίους πρὸ τῆς συναντήσεώς του μετὰ τοῦ κ. Κρουστσέφ. Αἱ συνομιλίαι θὰ ἀφοροῦν τὸ θέμα τοῦ Βερολίνου, τὸν ἀφοπλισμὸν καὶ τὴν κατάστασιν εἰς τὸ Λάος. Ἀμερικανικοὶ κύκλοι ἐκφράζουν τὴν ἐλπίδα ὅτι θὰ ἐπιτευχθῇ πλήρης συνεννόησις μεταξὺ τῶν δύο χωρῶν εἰς ὅλα τὰ θέματα. Ὁ πρόεδρος Κέννεντυ θὰ μεταβῇ ἀκολούθως εἰς Λονδῖνον διὰ νὰ συναντηθῇ μὲ τὸν κ. Μακμίλλαν. — [1215, 855, 1546, 941]
story-headline: ΕΙΣ ΒΑΡΥΤΑΤΑΣ ΠΟΙΝΑΣ ΚΑΤΕΔΙΚΑΣΘΗΣΑΝ ΕΛΛΗΝΕΣ ΕΚ ΤΟΥΡΚΙΑΝ — [1016, 566, 1204, 608]
section-divider — [1215, 1449, 1546, 1451]
article-body: Ὁ καιρὸς θὰ εἶναι αἴθριος μὲ ὀλίγας νεφώσεις. Ἄνεμοι ἀσθενεῖς. Θερμοκρασία εἰς Ἀθήνας ἀπὸ 16 ἕως 26 βαθμούς. — [1015, 2008, 1205, 2045]
column-rule — [465, 123, 466, 2333]
story-headline: ΚΑΤΕΔΙΚΑΣΘΗΣΑΝ ΔΥΟ ΕΚ ΤΩΝ ΚΑΤΗΓΟΡΟΥΜΕΝΩΝ ΔΙΑ ΚΑΤΑΣΚΟΠΕΙΑΝ ΕΙΣ ΤΗΝ ΠΟΙΝΗΝ ΤΟΥ ΘΑΝΑΤΟΥ — [771, 1420, 999, 1475]
article-body: Ὑπὸ τοῦ ὑπουργοῦ Συντονισμοῦ καὶ ἀντιπροσώπων ξένου οἴκου ὑπεγράφη χθὲς σύμβασις διὰ τὴν ἐκπόνησιν μελετῶν πρὸς ἀνάπτυξιν τῆς Δυτικῆς Πελοποννήσου. Αἱ μελέται θὰ περιλαμβάνουν ἔργα ἀρδεύσεως, ὁδοποιίας καὶ τουριστικῆς ἀναπτύξεως. ΠΑΤΡΑΙ, 23. (Τοῦ ἀνταποκριτοῦ μας). — Ἱκανοποίησιν προεκάλεσεν ἡ εἴδησις. — [1215, 1743, 1546, 1805]
section-divider — [25, 1403, 459, 1405]
article-body: Πληροφορούμεθα ὅτι ὁ ὑπουργὸς Παιδείας δὲν συμφωνεῖ μετὰ τοῦ προγράμματος τὸ ὁποῖον κατήρτισε τὸ Ἀνώτατον Συμβούλιον Ἐκπαιδεύσεως διὰ τὸν πρῶτον τριετῆ κύκλον τῆς μέσης ἐκπαιδεύσεως. Ὁ ὑπουργὸς ζητεῖ τὴν ἀναθεώρησιν αὐτοῦ. — [764, 1299, 1005, 1361]
story-headline: ΑΙ ΕΚΤΟΞΕΥΣΕΙΣ ΔΟΡΥΦΟΡΩΝ — [1293, 1367, 1469, 1381]
column-center-right — [1015, 566, 1205, 2330]
article-body: ΝΕΑ ΥΟΡΚΗ, 23. (Τοῦ ἀνταποκριτοῦ μας). — Ὁ ἀρχηγὸς τῆς Ἀξιωματικῆς Ἀντιπολιτεύσεως κ. Σ. Βενιζέλος ἀναχωρεῖ αὔριον ἐπιστρέφων εἰς Ἀθήνας τὴν Τρίτην. — [470, 1186, 753, 1223]
story-headline: Η ΣΥΝΕΝΝΟΗΣΙΣ ΓΑΛΛΙΑΣ — ΑΜΕΡΙΚΗΣ — [1267, 839, 1494, 853]
story-headline: ΕΛΛΕΙΨΙΣ ΑΠΑΡΤΙΑΣ ΤΟΥ ΔΗΜΟΤ. ΣΥΜΒΟΥΛΙΟΥ — [475, 1733, 748, 1746]
article-body: ΟΥΑΣΙΓΚΤΩΝ, 23. (Ρώυτερ). — Ὁ Πρόεδρος τῶν Ἡνωμένων Πολιτειῶν ἐζήτησεν ἀπὸ τὸ Κογκρέσσον τὴν παράτασιν τοῦ νόμου περὶ διαθέσεως τῶν γεωργικῶν πλεονασμάτων εἰς τὰς ξένας χώρας. Ὁ νόμος ἐκπίπτει εἰς τὸ τέλος τοῦ τρέχοντος ἔτους καὶ προβλέπει τὴν διάθεσιν πλεονασμάτων εἰς φιλικὰς χώρας, μεταξὺ τῶν ὁποίων καὶ ἡ Ἑλλάς. — [470, 597, 753, 670]
article-body: ΘΕΣΣΑΛΟΝΙΚΗ, 23. (Τοῦ ἀνταποκριτοῦ μας). — Ὁ ὑπουργὸς Βιομηχανίας ἐπεσκέφθη τὸ ἐργοστάσιον ζαχάρεως Λαρίσης. — [1015, 2143, 1205, 2192]
story-subhead: ΘΑ ΑΝΑΧΩΡΗΣΗ ΑΥΡΙΟΝ — [546, 760, 677, 772]
section-divider — [1215, 1906, 1546, 1908]
article-body: ΒΙΕΝΝΗ, 23. (Γιουνάϊτεντ Πρές). — Κατηρτίσθη εἰς ὅλας τὰς λεπτομερείας του τὸ πρόγραμμα τῶν συνομιλιῶν μεταξὺ τοῦ προέδρου Κέννεντυ καὶ τοῦ πρωθυπουργοῦ Κρουστσέφ, αἱ ὁποῖαι θὰ λάβουν χώραν εἰς τὴν αὐστριακὴν πρωτεύουσαν τὴν 3ην Ἰουνίου. Αἱ συνομιλίαι θὰ διεξαχθοῦν εἰς τὴν πρεσβείαν τῶν Ἡνωμένων Πολιτειῶν καὶ εἰς τὴν σοβιετικὴν πρεσβείαν. — [1215, 682, 1546, 756]
story-headline: Ο ΚΥΠΡΙΟΣ ΥΠΟΥΡΓΟΣ ΟΙΚΟΝΟΜΙΚΩΝ ΕΙΣ ΑΘΗΝΑΣ — [489, 1433, 734, 1460]
story-subhead: Η ΕΞΟΝΤΩΣΙΣ 300.000 ΙΣΡΑΗΛΙΤΩΝ ΤΗΣ ΡΟΥΜΑΝΙΑΣ — [782, 865, 988, 890]
short-items-grid — [1215, 1914, 1546, 2297]
short-headline: ΕΝΕΚΡΙΘΗ Η ΧΟΡΗΓΗΣΙΣ ΔΑΝΕΙΟΥ 5 ΕΚΑΤ. ΔΡΑΧΜΩΝ ΕΙΣ ΤΟ ΦΘΑΡΘΕΙΝ ΑΘΗΝΩΝ — [255, 1556, 455, 1597]
article-body: Κατὰ τὴν χθεσινὴν συνεδρίασιν τῆς Βουλῆς κατετέθη νομοσχέδιον περὶ ἱδρύσεως ταμείου ἀσφαλίσεως παγοπωλῶν. — [764, 2042, 1005, 2080]
lead-left-headline: Αἱ ἐλπίδες τοῦ κ. Ἀβέρωφ καὶ οἱ φόβοι τοῦ κ. Καραμανλῆ ψυχραίνουν τάς σχέσεις των — [25, 128, 448, 274]
article-body: Ὑπὸ τὴν προεδρίαν τοῦ κ. Καραμανλῆ συνῆλθεν χθὲς εἰς τὸ ὑπουργεῖον Συντονισμοῦ σύσκεψις ἐπὶ τῶν θεμάτων τῆς συνδέσεως τῆς Ἑλλάδος μετὰ τῆς Κοινῆς Ἀγορᾶς. Κατὰ τὴν σύσκεψιν ἀπεφασίσθη ἡ ἐπανάληψις τῶν ἐπαφῶν μεταξὺ τῶν ἐμπειρογνωμόνων τῶν δύο μερῶν. Αἱ ἐπαφαὶ θὰ ἀρχίσουν τὴν προσεχῆ ἑβδομάδα εἰς Βρυξέλλας. Ἡ ἑλληνικὴ ἀντιπροσωπεία θὰ συγκροτηθῇ ἐξ ἀνωτέρων ὑπαλλήλων τῶν ὑπουργείων Συντονισμοῦ, Γεωργίας καὶ Ἐμπορίου. ΛΟΝΔΙΝΟΝ, 23. Ὁ πρόεδρος τῆς Ἐπιτροπῆς τῆς ΕΟΚ ἐδήλωσεν ὅτι ὑπάρχουν πιθανότητες συμφωνίας. — [25, 982, 459, 1055]
lead-right-subhead: ΟΙ ΚΑΤΟΙΚΟΙ ΤΟΥ ΧΩΡΙΟΥ ΙΣΤΡΙΟΣ ΠΑΡΑΜΕΝΟΥΝ ΕΙΣ ΤΟ ΥΠΑΙΘΡΟΝ — [1233, 300, 1529, 324]
article-body: Ἡ Ἱερὰ Σύνοδος κατὰ τὴν χθεσινὴν συνεδρίασίν της ἀπεφάσισε τὴν πλήρωσιν τῶν κενῶν μητροπολιτικῶν ἑδρῶν κατὰ τὴν προσεχῆ σύγκλησιν τῆς Ἱεραρχίας. — [764, 1715, 1005, 1752]
